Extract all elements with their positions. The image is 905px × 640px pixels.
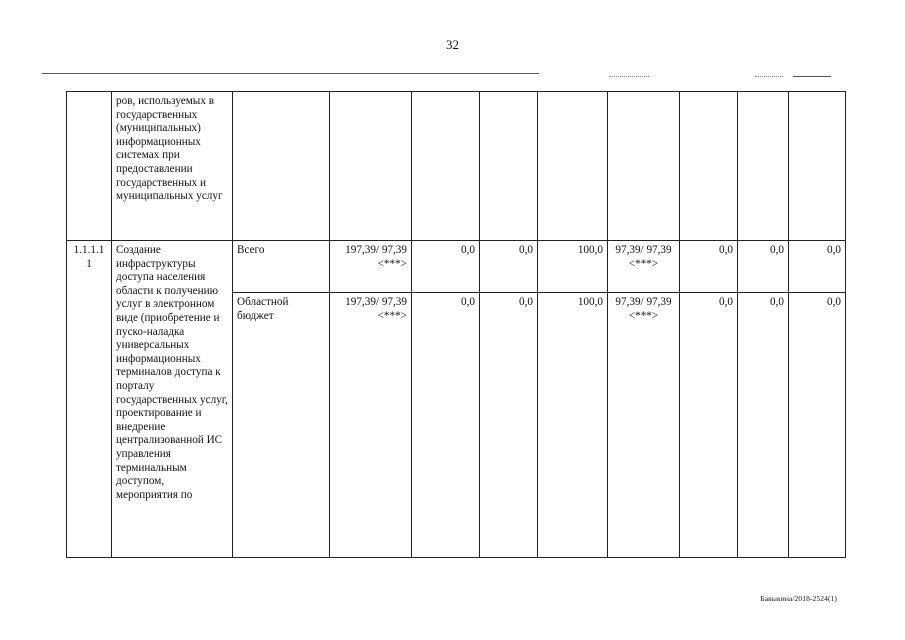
value-cell: 0,0 [738,293,789,558]
empty-cell [412,92,480,241]
empty-cell [789,92,846,241]
row-number-cell [67,92,112,241]
empty-cell [330,92,412,241]
header-rule-fragment [793,76,831,77]
funding-source-cell: Всего [233,241,330,293]
funding-source-cell: Областной бюджет [233,293,330,558]
page-number: 32 [446,37,459,52]
total-value-cell: 197,39/ 97,39 <***> [330,293,412,558]
value-cell: 0,0 [412,241,480,293]
item-number-cell: 1.1.1.1 1 [67,241,112,558]
value-cell: 97,39/ 97,39 <***> [608,241,680,293]
description-cell: ров, используемых в государственных (муниципальных) информационных системах при предоставлении государственных и муниципальных услуг [112,92,233,241]
value-cell: 0,0 [680,293,738,558]
table-row-continuation [67,92,846,241]
document-footer-id: Бавыкина/2018-2524(1) [760,594,837,603]
empty-cell [608,92,680,241]
empty-cell [738,92,789,241]
value-cell: 100,0 [538,293,608,558]
value-cell: 0,0 [680,241,738,293]
item-description-cell: Создание инфраструктуры доступа населения области к получению услуг в электронном виде (приобретение и пуско-наладка универсальных информационных терминалов доступа к порталу государственных услуг, проектирование и внедрение централизованной ИС управления терминальным доступом, мероприятия по [112,241,233,558]
header-rule-fragment [609,76,649,77]
empty-cell [233,92,330,241]
total-value-cell: 197,39/ 97,39 <***> [330,241,412,293]
value-cell: 97,39/ 97,39 <***> [608,293,680,558]
empty-cell [480,92,538,241]
header-rule [42,73,539,74]
value-cell: 0,0 [412,293,480,558]
empty-cell [680,92,738,241]
value-cell: 0,0 [480,241,538,293]
table-row-total [67,241,846,293]
header-rule-fragment [755,76,783,77]
budget-table [66,91,846,558]
value-cell: 0,0 [789,293,846,558]
value-cell: 0,0 [480,293,538,558]
value-cell: 0,0 [738,241,789,293]
value-cell: 100,0 [538,241,608,293]
empty-cell [538,92,608,241]
value-cell: 0,0 [789,241,846,293]
